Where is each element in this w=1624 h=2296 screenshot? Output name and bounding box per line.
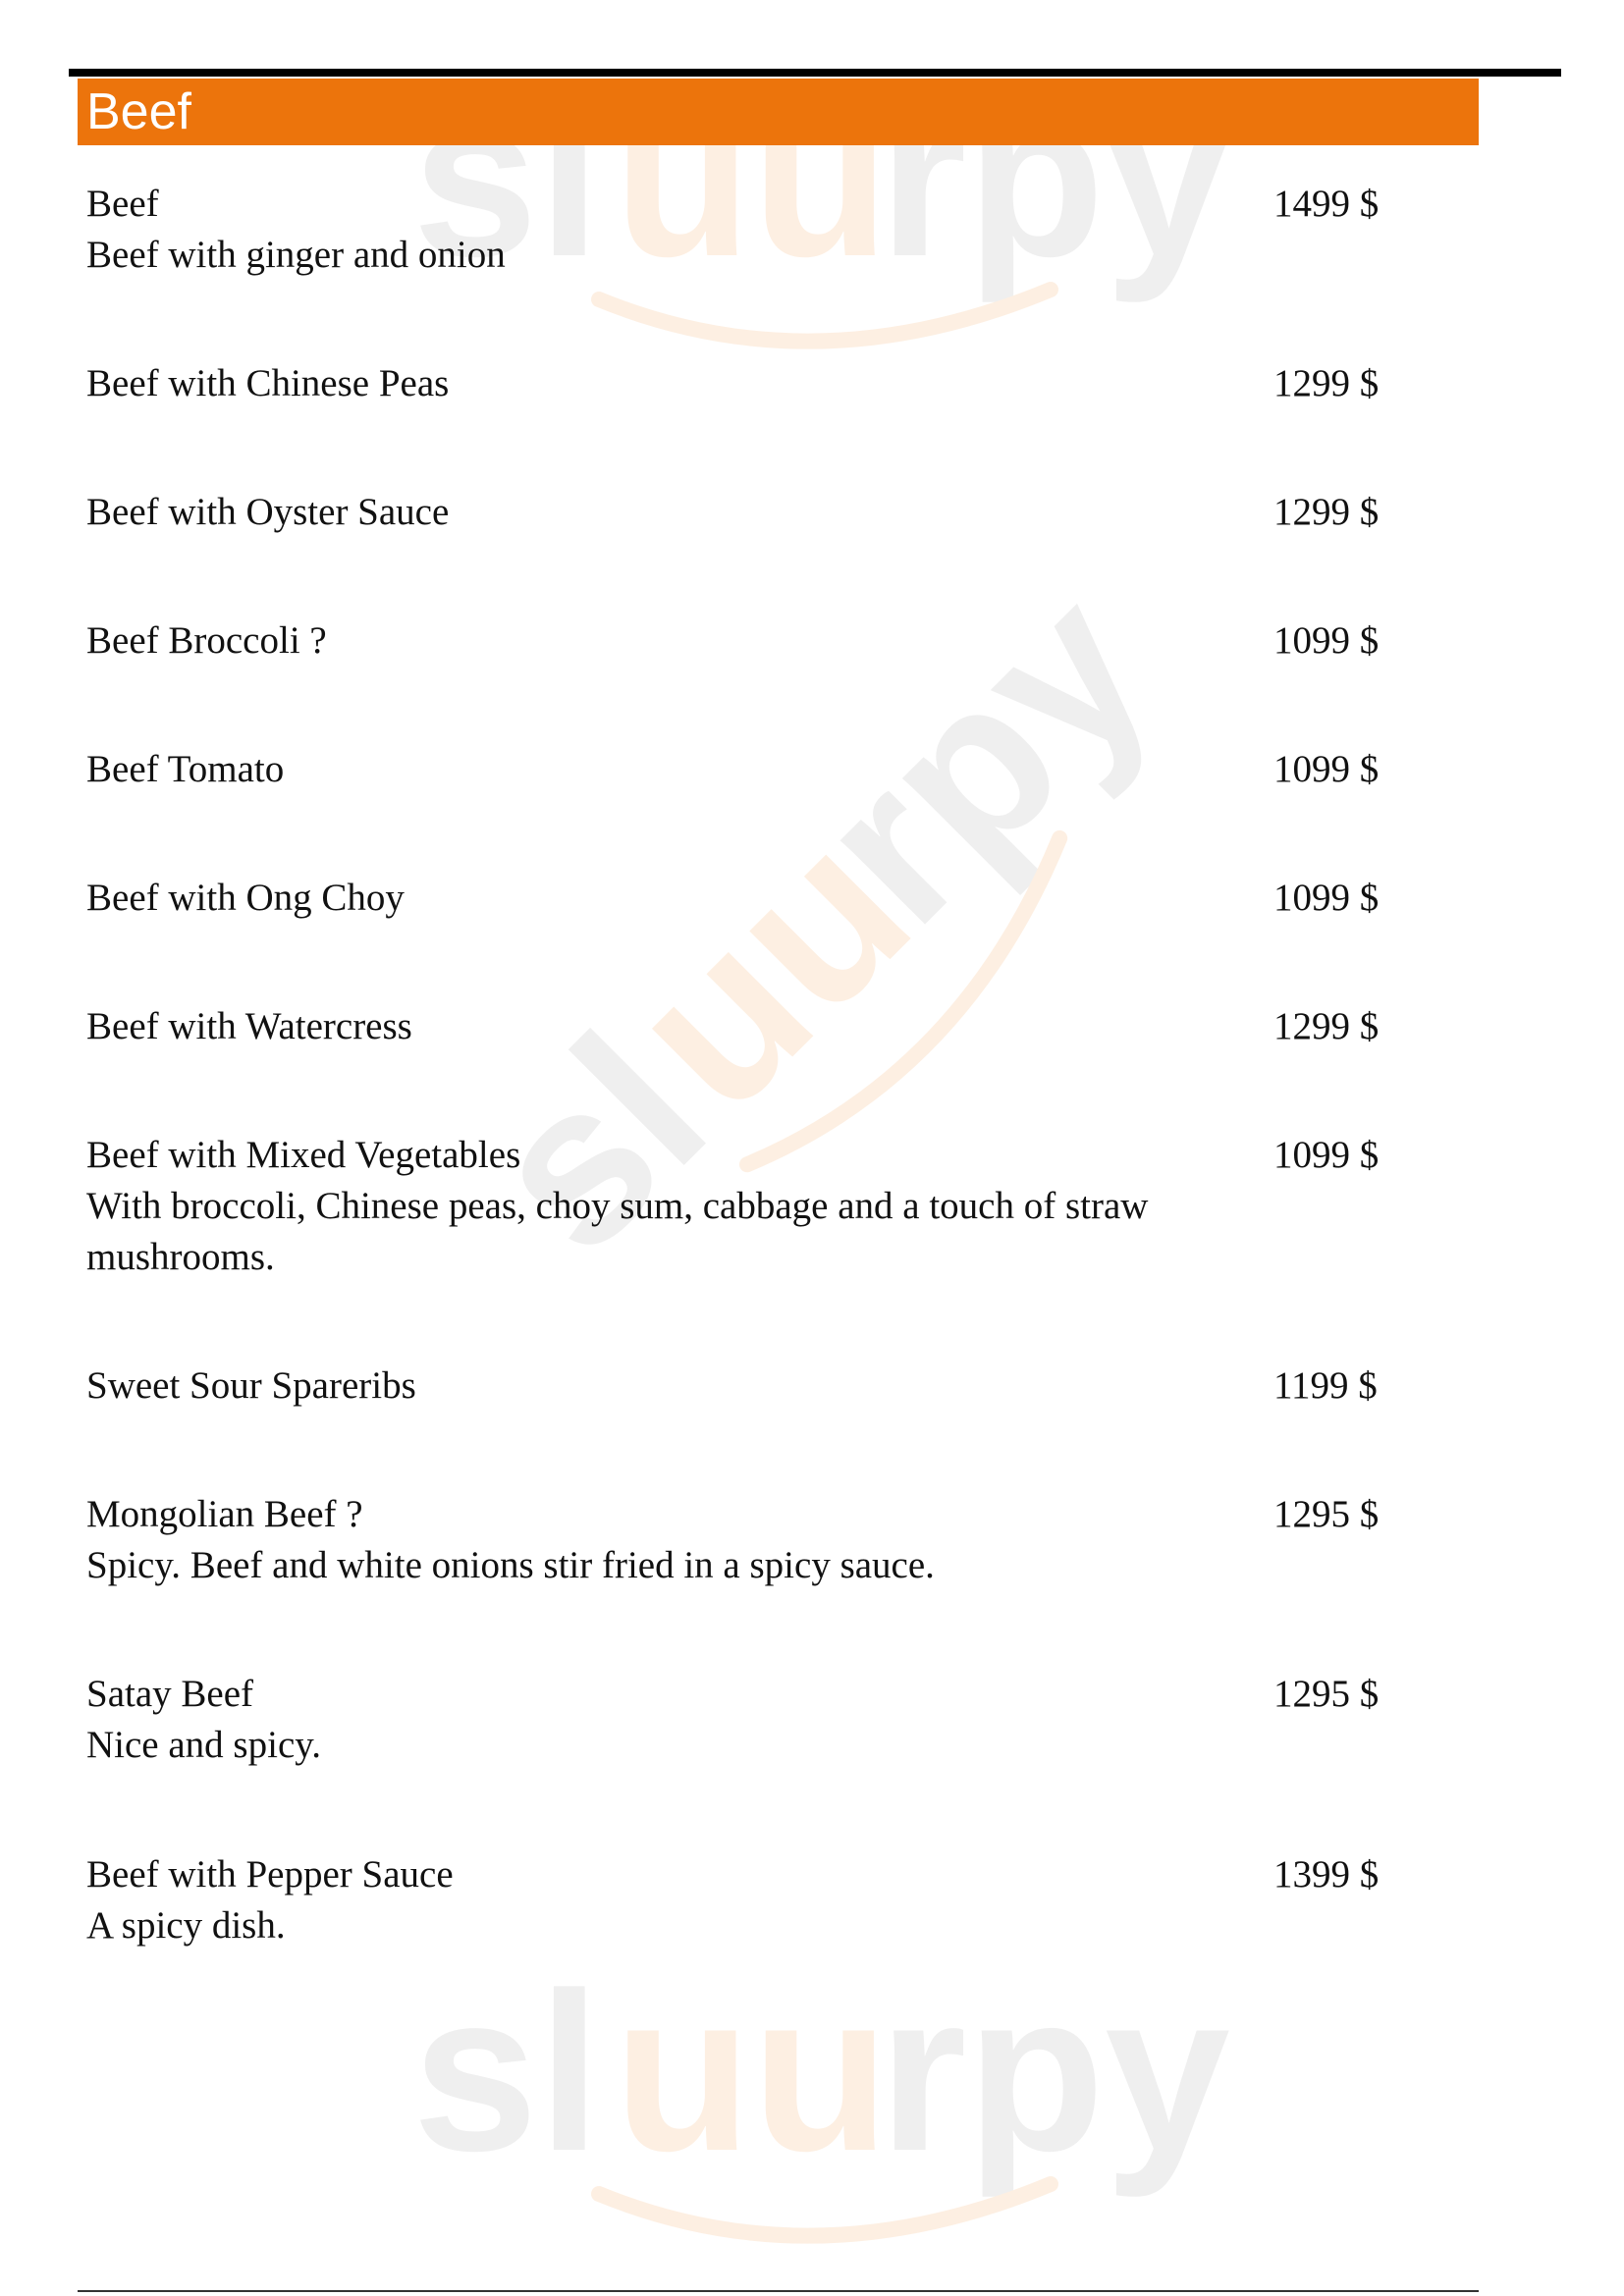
item-price: 1099 $ — [1273, 619, 1380, 662]
section-title: Beef — [86, 83, 191, 140]
menu-item — [86, 358, 1402, 409]
item-description: Spicy. Beef and white onions stir fried in a spicy sauce. — [86, 1544, 935, 1586]
item-price: 1299 $ — [1273, 362, 1380, 404]
menu-item — [86, 1849, 1402, 1951]
item-description: Beef with ginger and onion — [86, 234, 506, 276]
svg-text:rpy: rpy — [879, 54, 1230, 303]
svg-text:sl: sl — [412, 54, 601, 303]
svg-text:uu: uu — [614, 1949, 890, 2198]
section-header — [78, 79, 1479, 145]
menu-item — [86, 1361, 1402, 1412]
svg-text:sl: sl — [412, 1949, 601, 2198]
menu-item — [86, 873, 1402, 924]
item-name: Beef with Mixed Vegetables — [86, 1134, 521, 1176]
item-name: Beef with Ong Choy — [86, 877, 405, 919]
item-price: 1099 $ — [1273, 748, 1380, 790]
menu-item — [86, 1130, 1402, 1283]
item-description: Nice and spicy. — [86, 1724, 321, 1766]
menu-item — [86, 1669, 1402, 1771]
item-price: 1399 $ — [1273, 1853, 1380, 1896]
item-name: Beef with Chinese Peas — [86, 362, 450, 404]
svg-text:uu: uu — [614, 54, 890, 303]
item-price: 1299 $ — [1273, 491, 1380, 533]
item-description: A spicy dish. — [86, 1904, 286, 1947]
item-price: 1099 $ — [1273, 877, 1380, 919]
item-price: 1499 $ — [1273, 183, 1380, 225]
menu-item — [86, 179, 1402, 281]
item-name: Beef — [86, 183, 159, 225]
item-price: 1199 $ — [1273, 1364, 1378, 1407]
menu-item — [86, 744, 1402, 795]
item-name: Satay Beef — [86, 1673, 254, 1715]
menu-item — [86, 1001, 1402, 1052]
item-name: Beef with Oyster Sauce — [86, 491, 450, 533]
svg-text:sl: sl — [439, 988, 752, 1300]
menu-item — [86, 487, 1402, 538]
item-name: Mongolian Beef ? — [86, 1493, 363, 1535]
watermark-logo — [403, 1949, 1247, 2263]
bottom-divider — [78, 2290, 1479, 2292]
item-name: Beef with Watercress — [86, 1005, 412, 1047]
item-name: Beef Broccoli ? — [86, 619, 327, 662]
item-price: 1295 $ — [1273, 1673, 1380, 1715]
svg-text:rpy: rpy — [769, 542, 1197, 970]
menu-item — [86, 1489, 1402, 1591]
svg-text:uu: uu — [581, 783, 956, 1157]
menu-item — [86, 615, 1402, 667]
item-name: Beef with Pepper Sauce — [86, 1853, 454, 1896]
top-divider — [69, 69, 1561, 77]
item-price: 1295 $ — [1273, 1493, 1380, 1535]
item-name: Sweet Sour Spareribs — [86, 1364, 416, 1407]
item-name: Beef Tomato — [86, 748, 285, 790]
item-price: 1099 $ — [1273, 1134, 1380, 1176]
item-description: With broccoli, Chinese peas, choy sum, cabbage and a touch of straw mushrooms. — [86, 1185, 1149, 1278]
item-price: 1299 $ — [1273, 1005, 1380, 1047]
svg-text:rpy: rpy — [879, 1949, 1230, 2198]
